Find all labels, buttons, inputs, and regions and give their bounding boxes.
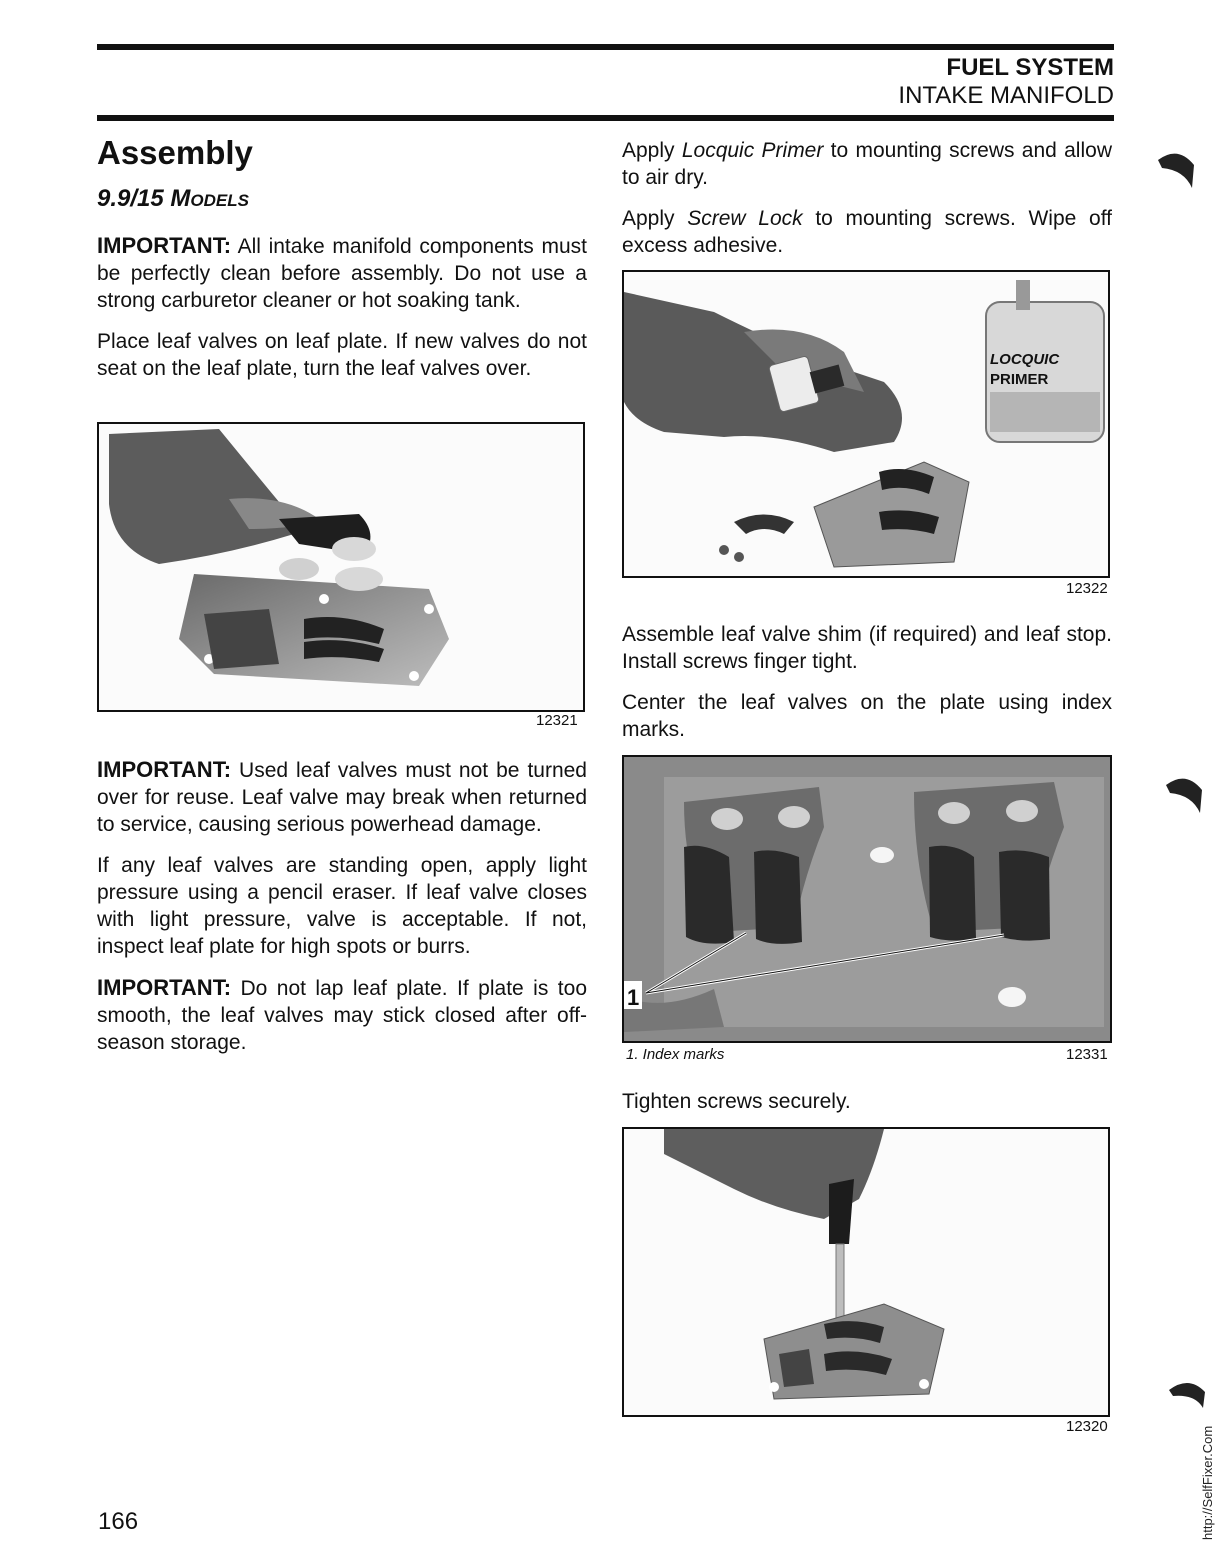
figure-3-number: 12331	[1066, 1046, 1108, 1063]
important-label: IMPORTANT:	[97, 233, 232, 258]
figure-2-number: 12322	[1066, 580, 1108, 597]
figure-leaf-valve-placement	[97, 422, 585, 712]
paragraph-assemble-shim: Assemble leaf valve shim (if required) and leaf stop. Install screws finger tight.	[622, 623, 1112, 673]
paragraph-center-valves: Center the leaf valves on the plate using index marks.	[622, 691, 1112, 741]
binder-hole-mark-1	[1150, 140, 1200, 200]
paragraph-screw-lock: Apply Screw Lock to mounting screws. Wipe off excess adhesive.	[622, 207, 1112, 257]
figure-3-caption: 1. Index marks	[626, 1046, 725, 1063]
photo-primer-application	[624, 272, 1108, 576]
figure-apply-primer	[622, 270, 1110, 578]
paragraph-leaf-valves: Place leaf valves on leaf plate. If new valves do not seat on the leaf plate, turn the leaf valves over.	[97, 330, 587, 380]
binder-hole-mark-2	[1160, 765, 1210, 825]
header-bottom-rule	[97, 115, 1114, 121]
models-subheading: 9.9/15 Models	[97, 185, 249, 212]
right-text-block-3	[622, 1088, 1112, 1129]
right-text-block-2	[622, 621, 1112, 757]
photo-hand-placing-leaf-valve	[99, 424, 583, 710]
figure-tighten-screws	[622, 1127, 1110, 1417]
left-text-block-1	[97, 232, 587, 396]
paragraph-tighten-screws: Tighten screws securely.	[622, 1090, 851, 1113]
photo-screwdriver-tightening	[624, 1129, 1108, 1415]
can-label-2: PRIMER	[990, 371, 1049, 388]
important-label: IMPORTANT:	[97, 975, 232, 1000]
figure-1-number: 12321	[536, 712, 578, 729]
header-top-rule	[97, 44, 1114, 50]
paragraph-primer: Apply Locquic Primer to mounting screws and allow to air dry.	[622, 139, 1112, 189]
important-note-1: IMPORTANT: All intake manifold components must be perfectly clean before assembly. Do not use a strong carburetor cleaner or hot soaking tank.	[97, 233, 587, 312]
section-title: FUEL SYSTEM	[946, 54, 1114, 81]
important-note-3: IMPORTANT: Do not lap leaf plate. If plate is too smooth, the leaf valves may stick closed after off-season storage.	[97, 975, 587, 1054]
left-text-block-2	[97, 756, 587, 1070]
important-note-2: IMPORTANT: Used leaf valves must not be turned over for reuse. Leaf valve may break when returned to service, causing serious powerhead damage.	[97, 757, 587, 836]
product-screw-lock: Screw Lock	[687, 207, 803, 230]
assembly-heading: Assembly	[97, 134, 253, 171]
photo-leaf-valves-index-marks	[624, 757, 1110, 1041]
subsection-title: INTAKE MANIFOLD	[898, 82, 1114, 109]
product-locquic-primer: Locquic Primer	[681, 139, 824, 162]
right-text-block-1	[622, 137, 1112, 273]
page-number: 166	[98, 1508, 139, 1535]
important-label: IMPORTANT:	[97, 757, 232, 782]
can-label-1: LOCQUIC	[990, 351, 1060, 368]
paragraph-standing-open: If any leaf valves are standing open, apply light pressure using a pencil eraser. If leaf valve closes with light pressure, valve is acceptable. If not, inspect leaf plate for high spots or burrs.	[97, 854, 587, 958]
watermark-url[interactable]: http://SelfFixer.Com	[1200, 1425, 1215, 1540]
figure-index-marks	[622, 755, 1112, 1043]
binder-hole-mark-3	[1165, 1372, 1215, 1412]
figure-4-number: 12320	[1066, 1418, 1108, 1435]
callout-1: 1	[627, 985, 640, 1010]
